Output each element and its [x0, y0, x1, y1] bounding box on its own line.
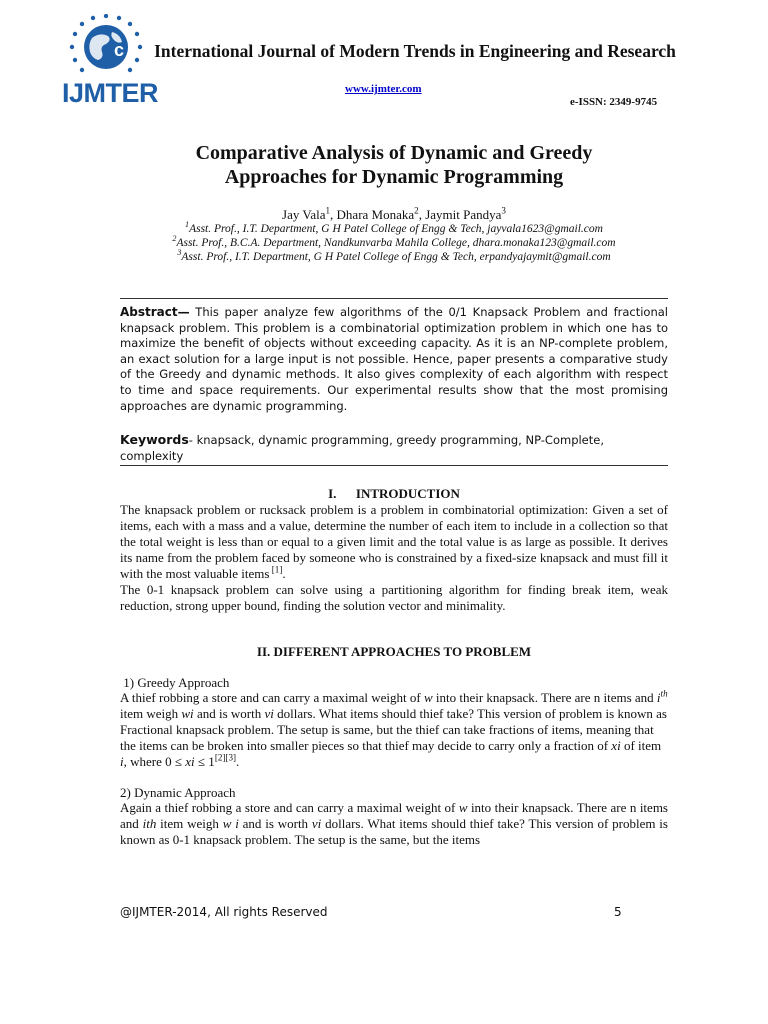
abstract-text: This paper analyze few algorithms of the 0/1 Knapsack Problem and fractional knapsack problem. This problem is a combinatorial optimization problem in which one has to maximize the benefit of objects without exceeding capacity. As it is an NP-complete problem, an exact solution for a large input is not possible. Hence, paper presents a comparative study of the Greedy and dynamic methods. It also gives complexity of each algorithm with respect to time and space requirements. Our experimental results show that the most promising approaches are dynamic programming. [120, 305, 668, 413]
journal-url-link[interactable]: www.ijmter.com [345, 83, 422, 95]
footer-copyright: @IJMTER-2014, All rights Reserved [120, 905, 328, 919]
text: of item [620, 738, 662, 753]
abstract-label: Abstract— [120, 305, 190, 319]
text: A thief robbing a store and can carry a maximal weight of [120, 690, 424, 705]
divider-top [120, 298, 668, 299]
author-list [120, 207, 668, 223]
text: into their knapsack. There are n items and [120, 800, 668, 831]
citation: [1] [269, 564, 283, 575]
text: and is worth [193, 706, 265, 721]
text: dollars. What items should thief take? This version of problem is known as Fractional knapsack problem. The setup is same, but the thief can take fractions of items, meaning that the items can be broken into smaller pieces so that thief may decide to carry only a fraction of [120, 706, 667, 753]
subheading-greedy: 1) Greedy Approach [120, 675, 230, 690]
affiliation-text: Asst. Prof., I.T. Department, G H Patel College of Engg & Tech, jayvala1623@gmail.com [189, 223, 603, 235]
paper-title-line1: Comparative Analysis of Dynamic and Greedy [195, 142, 593, 164]
author-name: , Jaymit Pandya [418, 207, 502, 222]
affiliation-sup: 1 [185, 220, 190, 230]
author-sup: 2 [414, 205, 419, 216]
intro-text: . [282, 566, 286, 581]
subheading-dynamic: 2) Dynamic Approach [120, 785, 236, 800]
affiliation-1 [100, 220, 688, 235]
page-number: 5 [614, 905, 622, 919]
text: into their knapsack. There are n items and [432, 690, 657, 705]
issn: e-ISSN: 2349-9745 [570, 96, 658, 108]
author-name: Jay Vala [282, 207, 326, 222]
var: i [120, 754, 124, 769]
var: vi [264, 706, 274, 721]
paper-title-line2: Approaches for Dynamic Programming [224, 166, 564, 188]
text: item weigh [120, 706, 182, 721]
greedy-paragraph [120, 690, 668, 770]
text: Again a thief robbing a store and can carry a maximal weight of [120, 800, 459, 815]
affiliation-sup: 2 [172, 234, 177, 244]
divider-bottom [120, 465, 668, 466]
var: wi [181, 706, 194, 721]
affiliation-2 [100, 234, 688, 249]
intro-text: The knapsack problem or rucksack problem is a problem in combinatorial optimization: Given a set of items, each with a mass and a value, determine the number of each item to include in a collection so that the total weight is less than or equal to a given limit and the total value is as large as possible. It derives its name from the problem faced by someone who is constrained by a fixed-size knapsack and must fill it with the most valuable items [120, 502, 668, 581]
journal-logo [62, 14, 159, 108]
text: ≤ 1 [194, 754, 215, 769]
var: xi [185, 754, 195, 769]
author-sup: 1 [325, 205, 331, 216]
intro-paragraph-2: The 0-1 knapsack problem can solve using a partitioning algorithm for finding break item, weak reduction, strong upper bound, finding the solution vector and minimality. [120, 582, 668, 613]
intro-paragraph-1 [120, 502, 668, 582]
text: dollars. What items should thief take? This version of problem is known as 0-1 knapsack problem. The setup is the same, but the items [120, 816, 668, 847]
affiliation-text: Asst. Prof., I.T. Department, G H Patel College of Engg & Tech, erpandyajaymit@gmail.com [181, 251, 611, 263]
var: w i [222, 816, 239, 831]
text: , where 0 ≤ [123, 754, 186, 769]
author-name: , Dhara Monaka [330, 207, 415, 222]
author-sup: 3 [501, 205, 506, 216]
var: vi [311, 816, 322, 831]
globe-logo-icon [62, 14, 154, 80]
paper-title [120, 141, 668, 189]
text: . [236, 754, 240, 769]
journal-title: International Journal of Modern Trends in Engineering and Research [154, 41, 676, 61]
logo-wordmark: IJMTER [62, 78, 159, 108]
var: ith [142, 816, 157, 831]
affiliation-text: Asst. Prof., B.C.A. Department, Nandkunvarba Mahila College, dhara.monaka123@gmail.com [176, 237, 616, 249]
citation: [2][3] [214, 752, 237, 763]
var: th [660, 688, 668, 699]
affiliation-sup: 3 [177, 248, 182, 258]
affiliation-3 [100, 248, 688, 263]
var: xi [611, 738, 621, 753]
var: w [423, 690, 433, 705]
keywords-text: - knapsack, dynamic programming, greedy programming, NP-Complete, complexity [120, 433, 604, 463]
keywords-label: Keywords [120, 432, 189, 447]
section-heading-introduction: I. INTRODUCTION [328, 486, 460, 501]
var: w [458, 800, 468, 815]
keywords [120, 432, 668, 464]
svg-text:c: c [114, 40, 125, 60]
text: item weigh [156, 816, 223, 831]
section-heading-approaches: II. DIFFERENT APPROACHES TO PROBLEM [256, 644, 532, 659]
dynamic-paragraph [120, 800, 668, 848]
abstract [120, 305, 668, 414]
text: and is worth [238, 816, 312, 831]
var: i [656, 690, 661, 705]
